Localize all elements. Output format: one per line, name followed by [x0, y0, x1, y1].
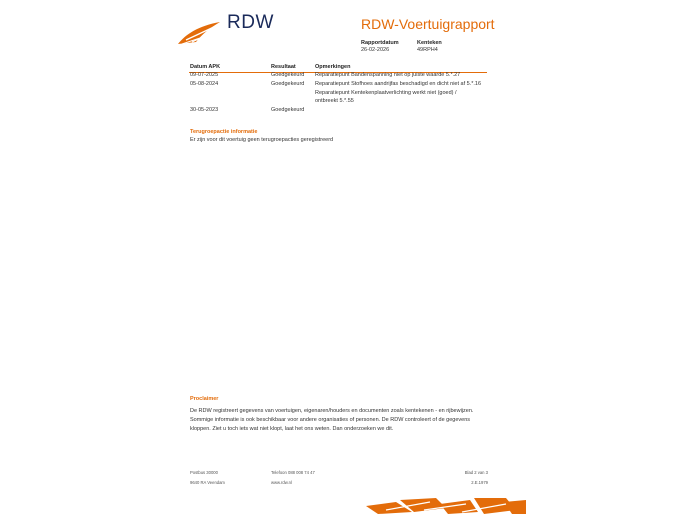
row-result: Goedgekeurd: [271, 81, 305, 87]
footer-page-number: Blad 2 van 3: [464, 470, 488, 475]
disclaimer-title: Proclaimer: [190, 396, 219, 402]
row-remark: Reparatiepunt Kentekenplaatverlichting werkt niet (goed) /: [315, 90, 457, 96]
column-header-result: Resultaat: [271, 64, 296, 70]
disclaimer-line: Sommige informatie is ook beschikbaar voor andere organisaties of personen. De RDW controleert of de gegevens: [190, 417, 471, 423]
logo-text: RDW: [227, 12, 274, 33]
license-plate-value: 49RPH4: [417, 47, 438, 53]
row-result: Goedgekeurd: [271, 72, 305, 78]
row-date: 30-05-2023: [190, 107, 219, 113]
decorative-stripes-icon: [366, 498, 526, 514]
recall-text: Er zijn voor dit voertuig geen terugroepacties geregistreerd: [190, 137, 334, 143]
rdw-logo-icon: [176, 20, 222, 46]
report-date-value: 26-02-2026: [361, 47, 390, 53]
column-header-date: Datum APK: [190, 64, 221, 70]
row-result: Goedgekeurd: [271, 107, 305, 113]
disclaimer-line: De RDW registreert gegevens van voertuigen, eigenaren/houders en documenten zoals kentekenen - en rijbewijzen.: [190, 408, 474, 414]
disclaimer-line: kloppen. Ziet u toch iets wat niet klopt, laat het ons weten. Dan onderzoeken we dit.: [190, 426, 394, 432]
license-plate-label: Kenteken: [417, 40, 442, 46]
footer-postcode: 9640 RA Veendam: [190, 480, 225, 485]
recall-section-title: Terugroepactie informatie: [190, 129, 258, 135]
footer-phone: Telefoon 088 008 74 47: [271, 470, 315, 475]
report-date-label: Rapportdatum: [361, 40, 399, 46]
footer-postbus: Postbus 30000: [190, 470, 218, 475]
footer-website: www.rdw.nl: [271, 480, 292, 485]
row-remark: Reparatiepunt Bandenspanning niet op juiste waarde 5.*.27: [315, 72, 461, 78]
footer-code: 2.E.1979: [471, 480, 488, 485]
row-date: 09-07-2025: [190, 72, 219, 78]
row-remark: ontbreekt 5.*.55: [315, 98, 354, 104]
row-date: 05-08-2024: [190, 81, 219, 87]
column-header-remarks: Opmerkingen: [315, 64, 351, 70]
page-title: RDW-Voertuigrapport: [361, 16, 495, 32]
row-remark: Reparatiepunt Stofhoes aandrijfas beschadigd en dicht niet af 5.*.16: [315, 81, 482, 87]
